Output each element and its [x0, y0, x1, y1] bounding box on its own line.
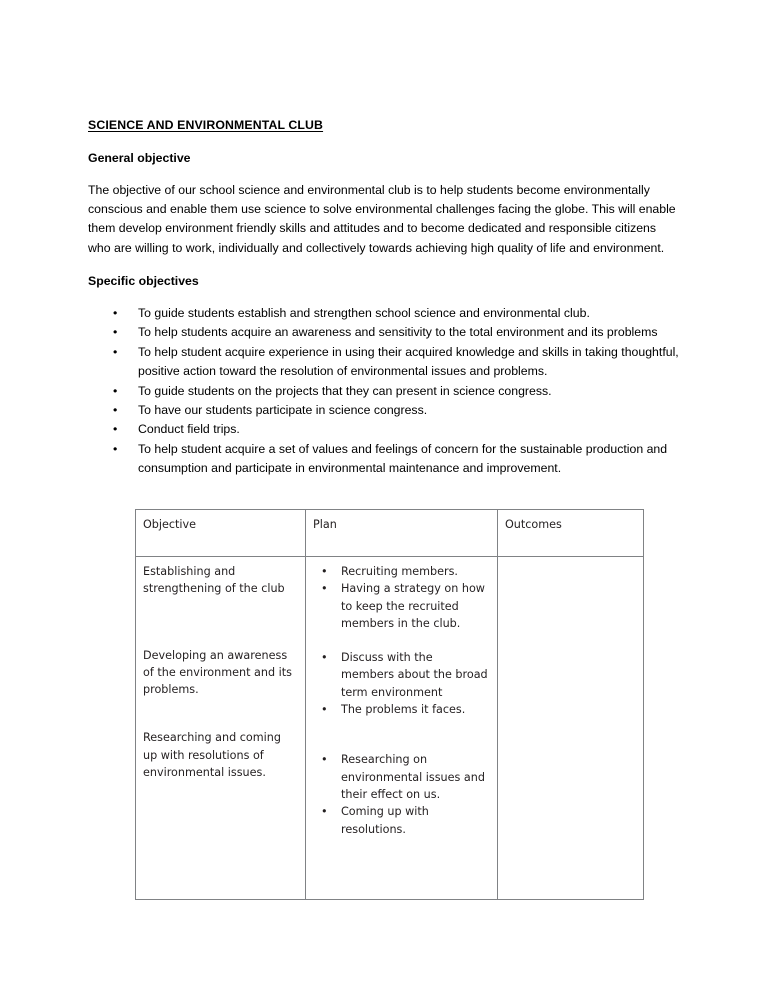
- list-item: • To help student acquire experience in using their acquired knowledge and skills in taking thoughtful, positive action toward the resolution of environmental issues and problems.: [88, 343, 680, 382]
- objective-entry: Establishing and strengthening of the club: [143, 565, 285, 596]
- column-header-plan: Plan: [306, 510, 498, 557]
- plan-item: • The problems it faces.: [313, 701, 489, 718]
- list-item: • Conduct field trips.: [88, 420, 680, 439]
- document-body: [88, 118, 680, 479]
- plan-column-cell: [306, 557, 498, 900]
- specific-objectives-list: [88, 304, 680, 479]
- objective-entry: Developing an awareness of the environment and its problems.: [143, 648, 292, 697]
- column-header-objective: Objective: [136, 510, 306, 557]
- plan-item: • Having a strategy on how to keep the recruited members in the club.: [313, 580, 489, 632]
- list-item: • To have our students participate in science congress.: [88, 401, 680, 420]
- plan-spacer: [313, 718, 489, 751]
- outcomes-column-cell: [498, 557, 644, 900]
- table-header-row: [136, 510, 644, 557]
- list-item: • To help student acquire a set of values and feelings of concern for the sustainable production and consumption and participate in environmental maintenance and improvement.: [88, 440, 680, 479]
- list-item: • To guide students establish and strengthen school science and environmental club.: [88, 304, 680, 323]
- plan-item: • Discuss with the members about the broad term environment: [313, 649, 489, 701]
- plan-group: [313, 563, 489, 632]
- table-row: [136, 557, 644, 900]
- page-title: SCIENCE AND ENVIRONMENTAL CLUB: [88, 118, 324, 132]
- specific-objectives-heading: Specific objectives: [88, 274, 199, 289]
- list-item: • To help students acquire an awareness and sensitivity to the total environment and its problems: [88, 323, 680, 342]
- plan-group: [313, 751, 489, 837]
- list-item: • To guide students on the projects that they can present in science congress.: [88, 382, 680, 401]
- objective-spacer: [143, 598, 297, 647]
- plan-table-wrapper: [135, 509, 643, 900]
- plan-item: • Coming up with resolutions.: [313, 803, 489, 838]
- plan-group: [313, 649, 489, 718]
- general-objective-paragraph: The objective of our school science and environmental club is to help students become environmentally conscious and enable them use science to solve environmental challenges facing the globe. This will enable them develop environment friendly skills and attitudes and to become dedicated and responsible citizens who are willing to work, individually and collectively towards achieving high quality of life and environment.: [88, 182, 676, 255]
- plan-spacer: [313, 632, 489, 649]
- general-objective-heading: General objective: [88, 150, 191, 165]
- objective-column-cell: [136, 557, 306, 900]
- plan-item: • Researching on environmental issues and their effect on us.: [313, 751, 489, 803]
- column-header-outcomes: Outcomes: [498, 510, 644, 557]
- plan-item: • Recruiting members.: [313, 563, 489, 580]
- plan-table: [135, 509, 644, 900]
- objective-spacer: [143, 698, 297, 729]
- objective-entry: Researching and coming up with resolutions of environmental issues.: [143, 731, 281, 780]
